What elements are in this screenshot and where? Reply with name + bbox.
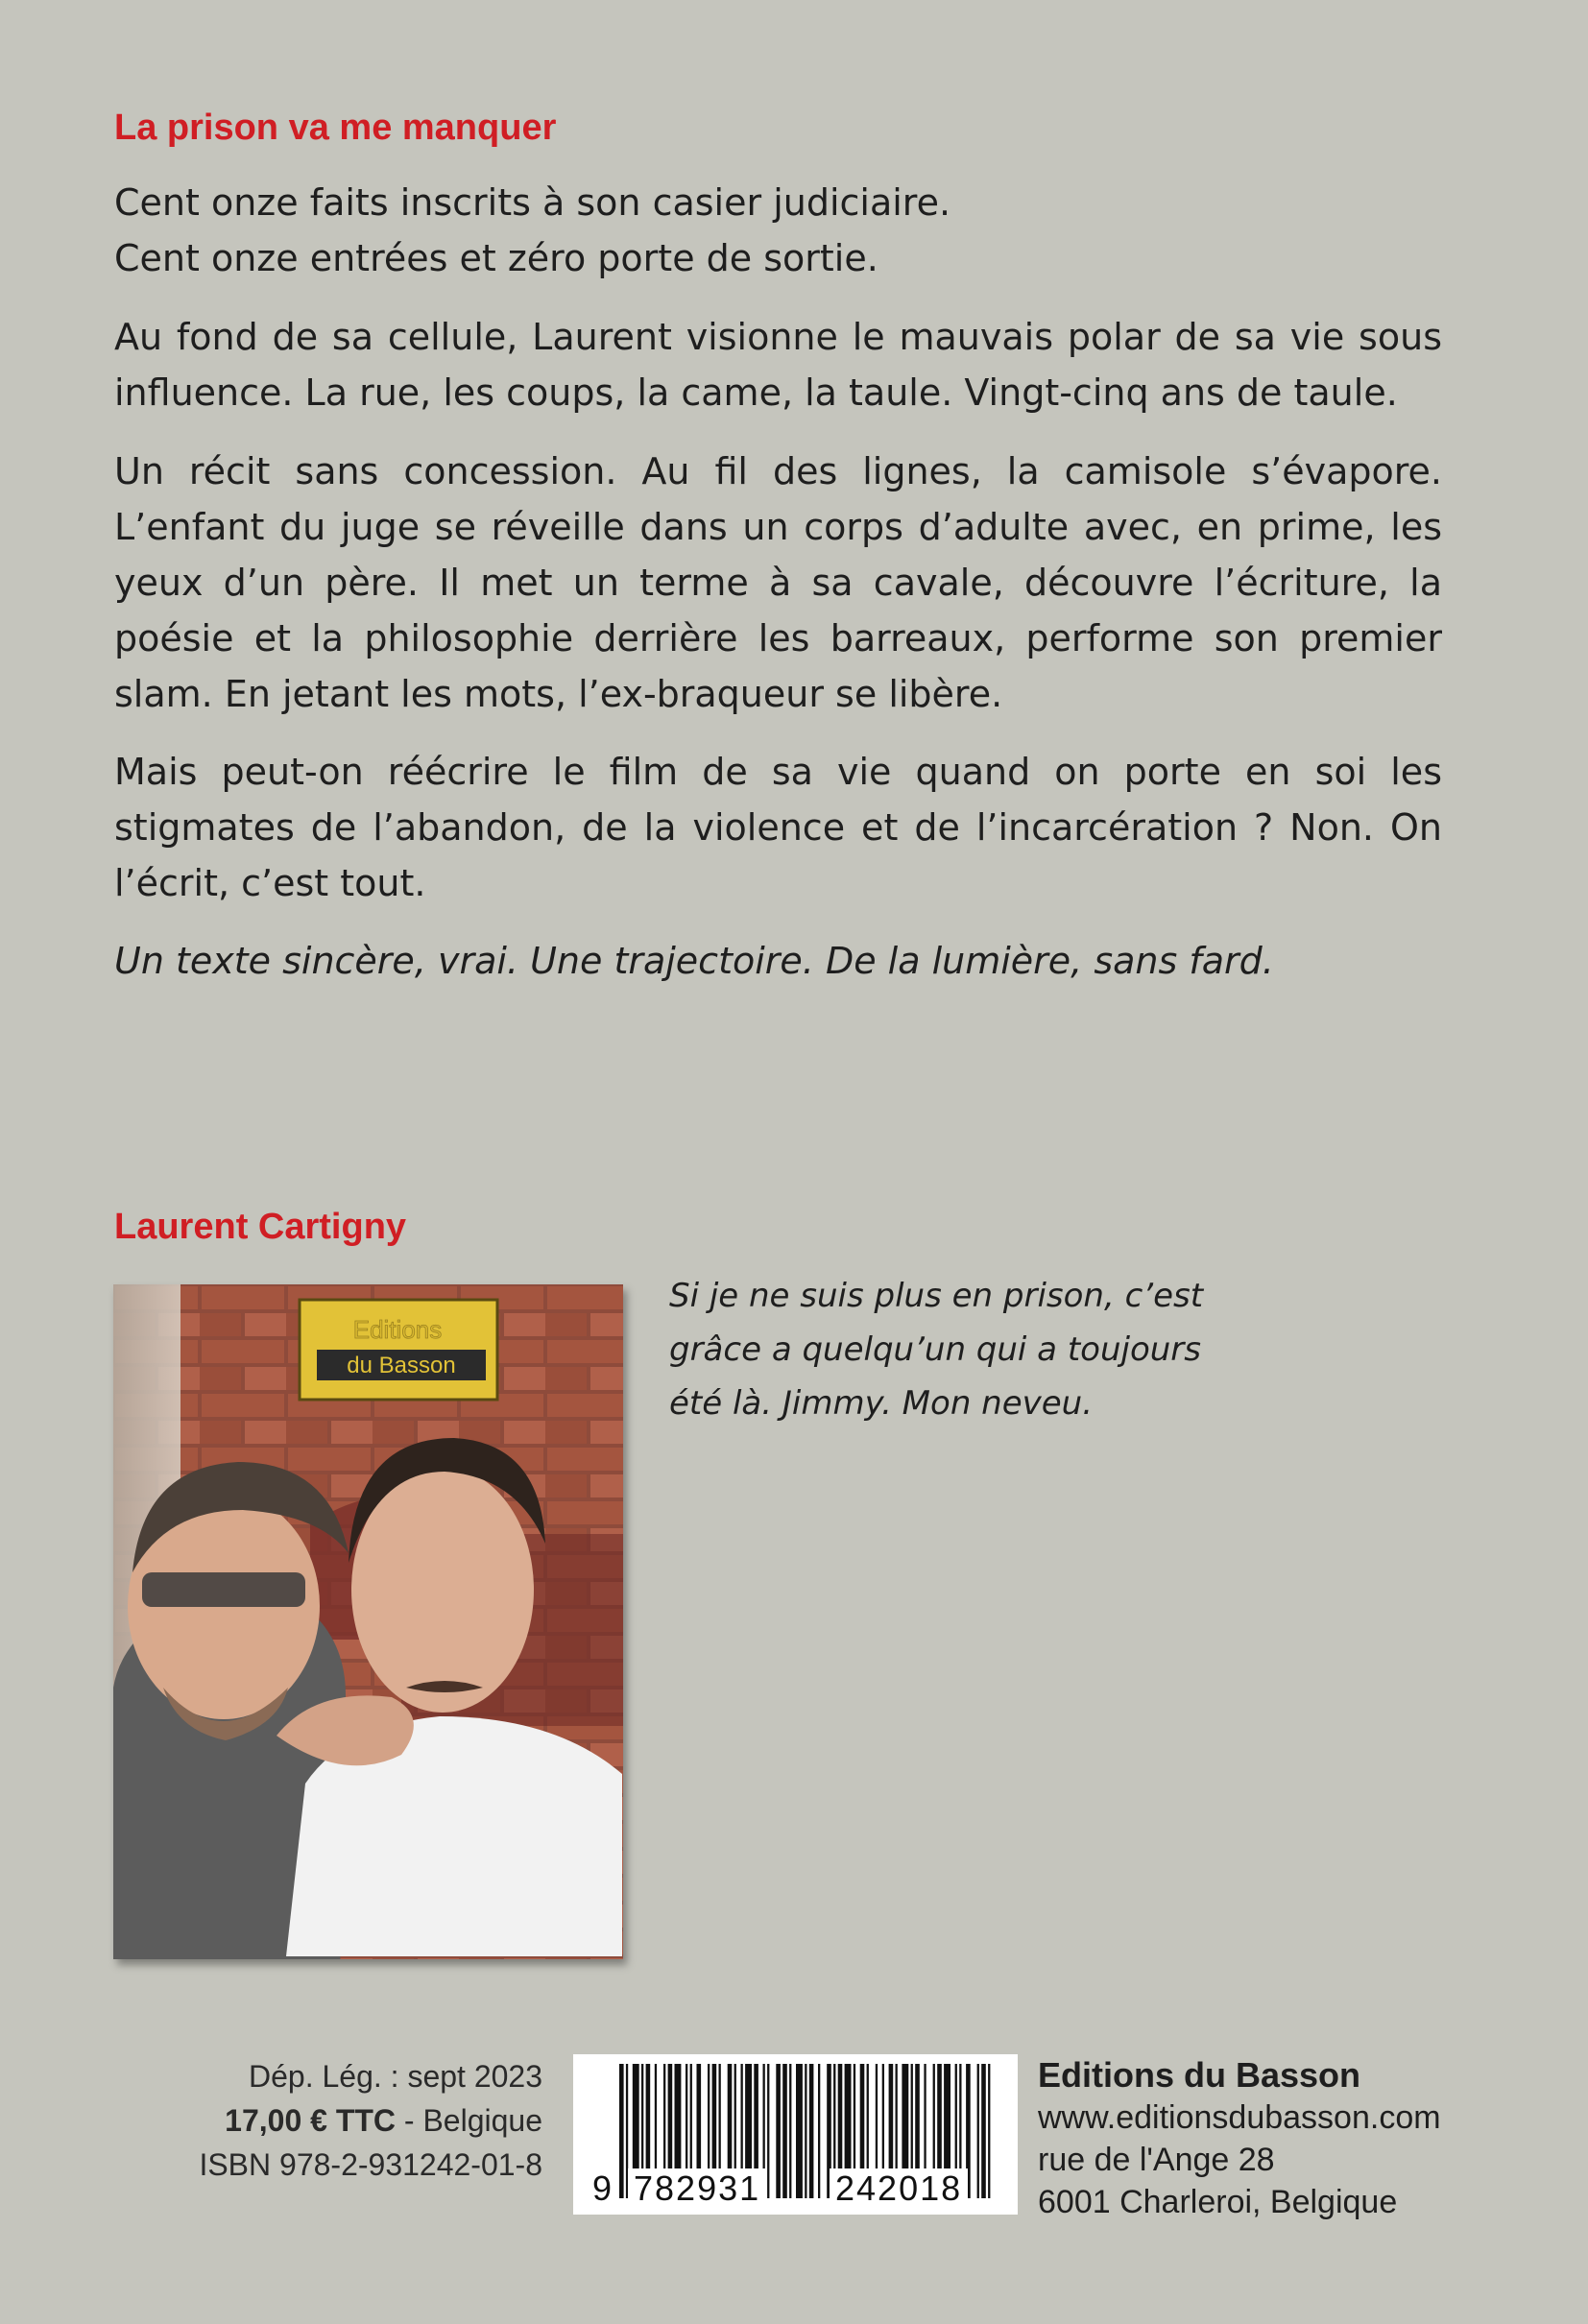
tagline-text: Un texte sincère, vrai. Une trajectoire. De la lumière, sans fard. <box>114 940 1274 982</box>
publisher-city: 6001 Charleroi, Belgique <box>1038 2184 1398 2220</box>
barcode-left-group: 782931 <box>628 2168 766 2209</box>
quote-line: Si je ne suis plus en prison, c’est <box>669 1277 1204 1315</box>
legal-info <box>139 2054 542 2187</box>
author-photo-illustration <box>113 1284 623 1959</box>
sign-line-1: Editions <box>352 1315 443 1344</box>
paragraph <box>114 309 1442 420</box>
paragraph-text: Au fond de sa cellule, Laurent visionne le mauvais polar de sa vie sous influence. La rue, les coups, la came, la taule. Vingt-cinq ans de taule. <box>114 316 1442 414</box>
author-name: Laurent Cartigny <box>114 1207 407 1247</box>
quote-line: grâce a quelqu’un qui a toujours <box>669 1330 1201 1369</box>
quote-line: été là. Jimmy. Mon neveu. <box>669 1384 1094 1423</box>
isbn: ISBN 978-2-931242-01-8 <box>199 2147 542 2182</box>
publisher-website[interactable]: www.editionsdubasson.com <box>1038 2099 1441 2136</box>
lead-line: Cent onze entrées et zéro porte de sortie. <box>114 237 878 279</box>
lead-text <box>114 175 1442 286</box>
author-quote <box>669 1269 1245 1430</box>
price-country: - Belgique <box>396 2103 542 2138</box>
barcode-first-digit: 9 <box>592 2168 613 2208</box>
book-title: La prison va me manquer <box>114 108 557 148</box>
tagline <box>114 933 1442 989</box>
paragraph-text: Mais peut-on réécrire le film de sa vie quand on porte en soi les stigmates de l’abandon, de la violence et de l’incarcération ? Non. On l’écrit, c’est tout. <box>114 751 1442 904</box>
publisher-sign <box>300 1300 497 1400</box>
barcode-digits <box>573 2170 1018 2209</box>
publisher-info <box>1038 2054 1441 2223</box>
price-line <box>139 2098 542 2143</box>
paragraph-text: Un récit sans concession. Au fil des lignes, la camisole s’évapore. L’enfant du juge se réveille dans un corps d’adulte avec, en prime, les yeux d’un père. Il met un terme à sa cavale, découvre l’écriture, la poésie et la philosophie derrière les barreaux, performe son premier slam. En jetant les mots, l’ex-braqueur se libère. <box>114 450 1442 715</box>
sign-line-2: du Basson <box>347 1353 456 1378</box>
price: 17,00 € TTC <box>225 2103 397 2138</box>
publisher-name: Editions du Basson <box>1038 2055 1361 2095</box>
isbn-barcode <box>573 2054 1018 2215</box>
barcode-right-group: 242018 <box>830 2168 968 2209</box>
publisher-street: rue de l'Ange 28 <box>1038 2142 1275 2178</box>
paragraph <box>114 744 1442 911</box>
author-photo <box>113 1284 623 1959</box>
paragraph <box>114 443 1442 722</box>
legal-deposit: Dép. Lég. : sept 2023 <box>249 2059 542 2094</box>
lead-line: Cent onze faits inscrits à son casier judiciaire. <box>114 181 951 224</box>
